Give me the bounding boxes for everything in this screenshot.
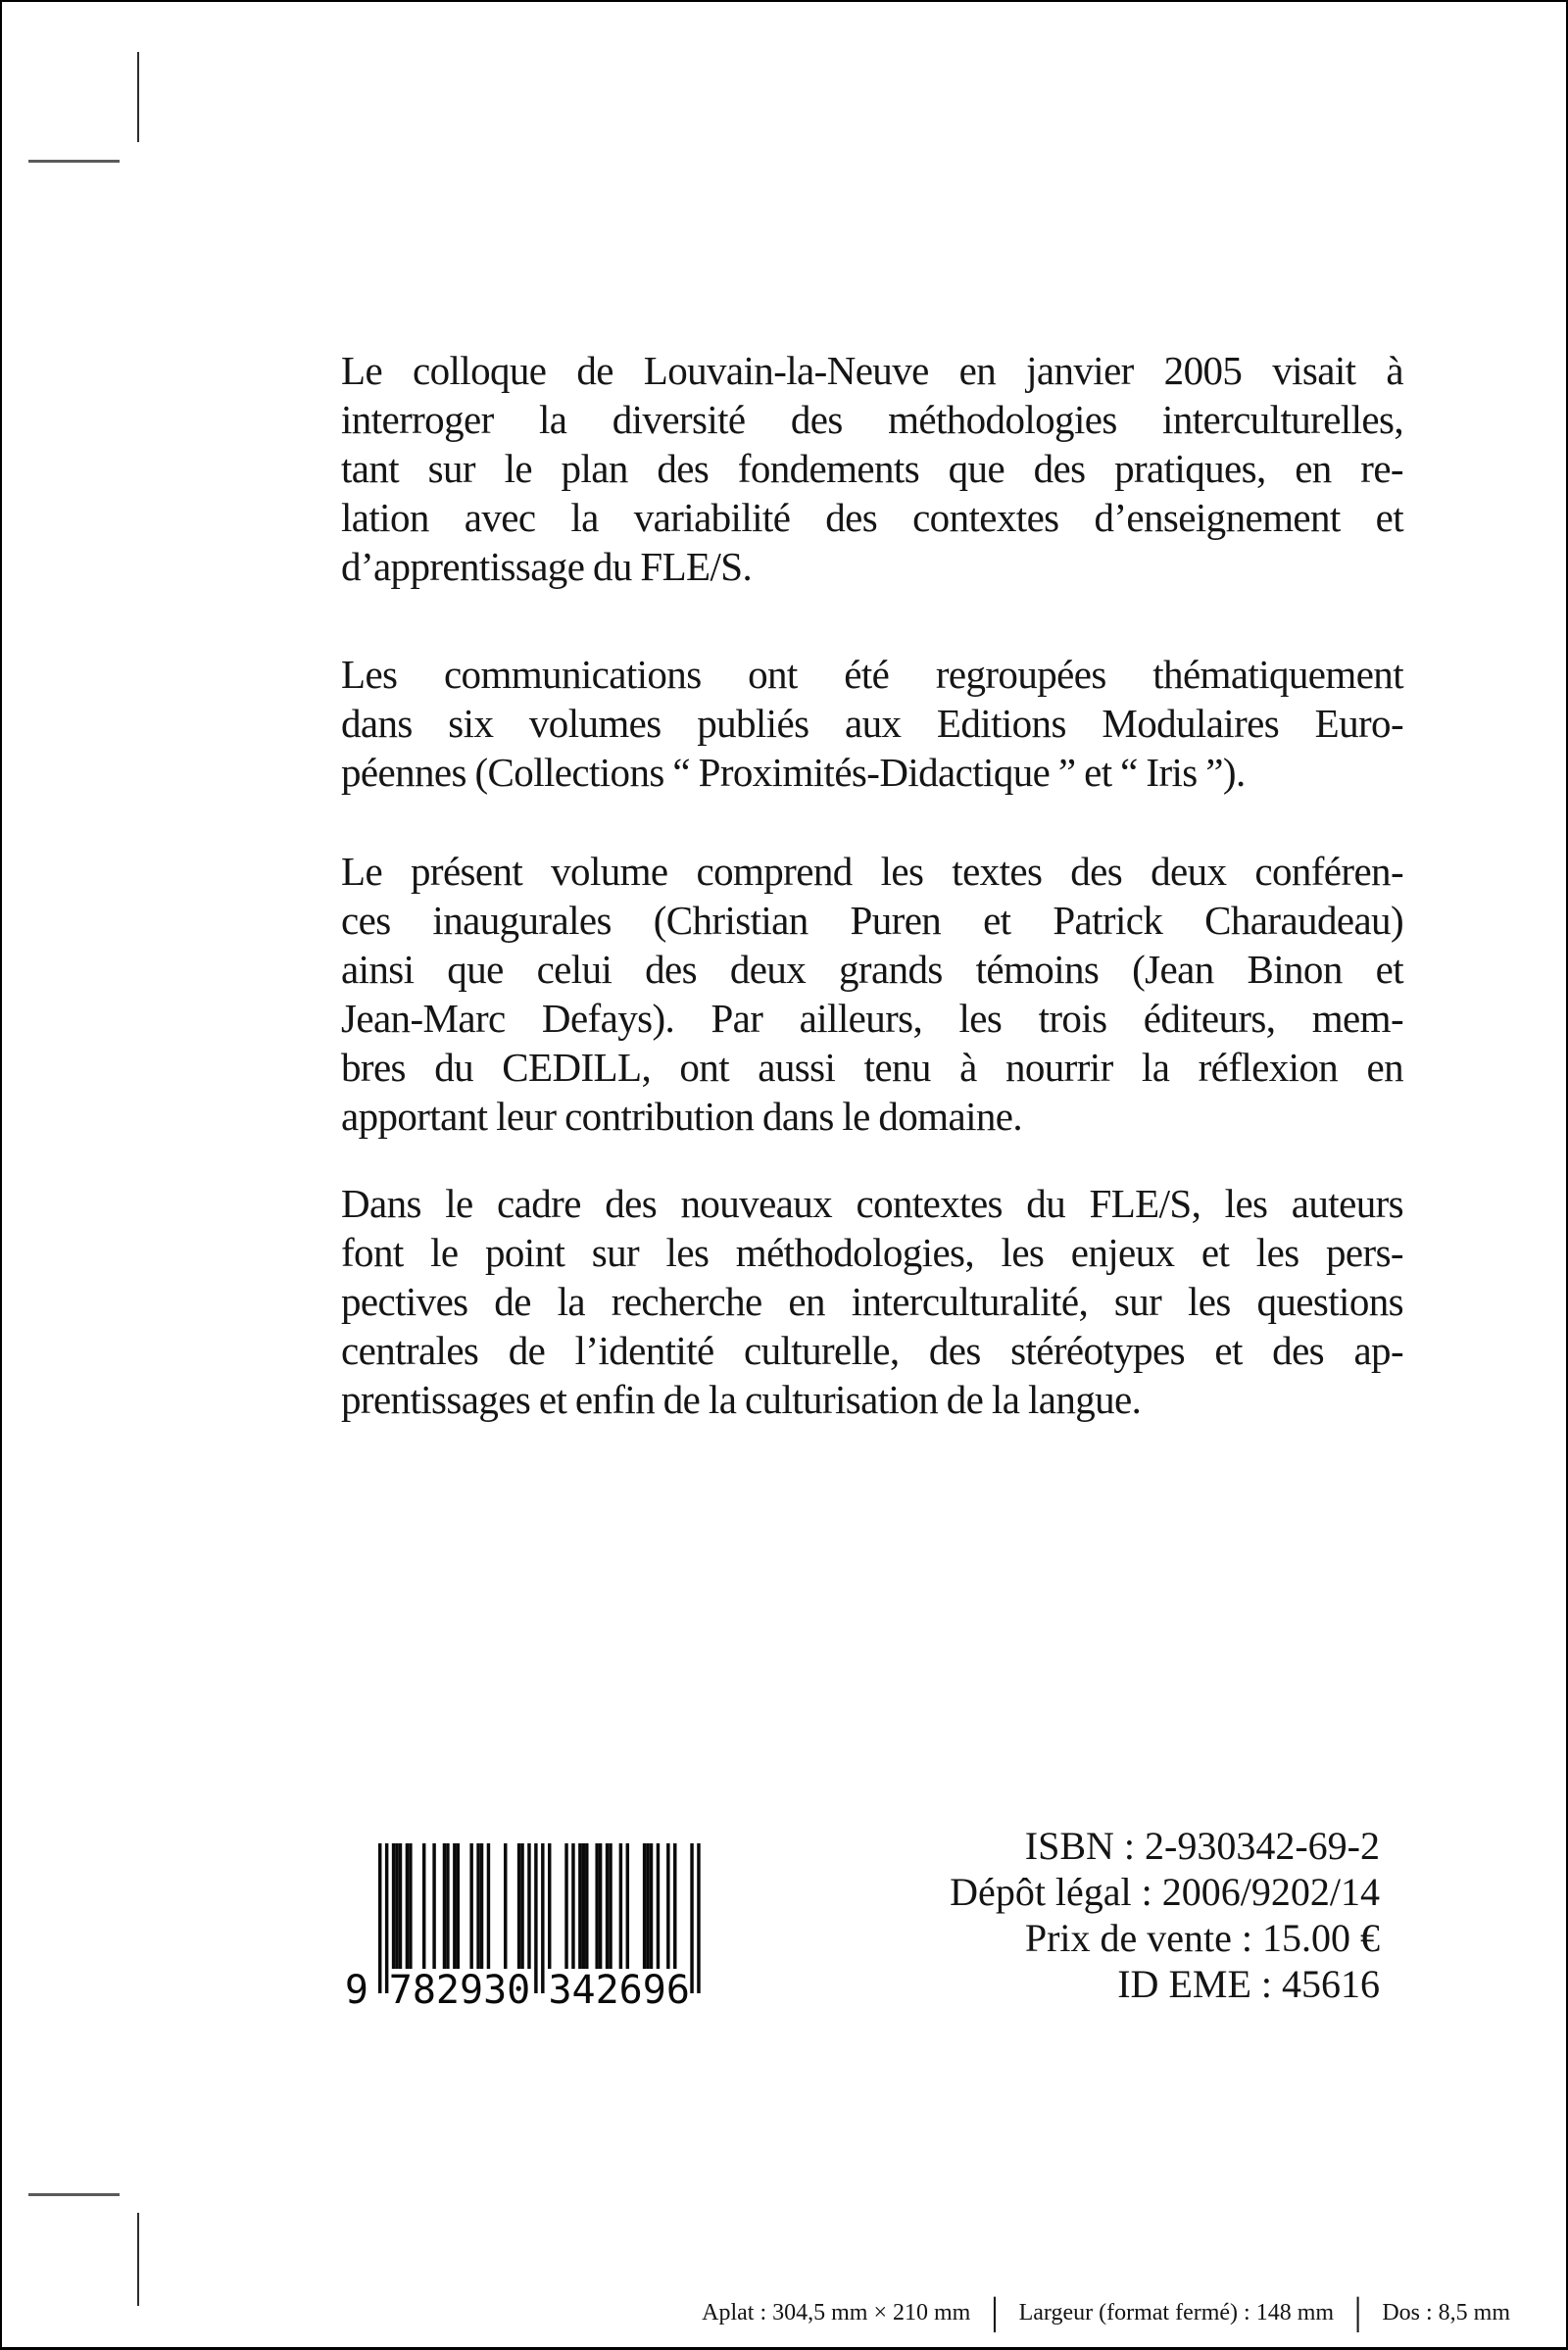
crop-mark-bottom-left-horizontal [28,2193,120,2196]
paragraph [341,346,1403,591]
spec-separator: │ [984,2298,1005,2330]
ean13-barcode [339,1843,704,2012]
blurb-line: pectives de la recherche en interculturalité, sur les questions [341,1279,1403,1324]
blurb-line: d’apprentissage du FLE/S. [341,544,753,589]
blurb-line: centrales de l’identité culturelle, des stéréotypes et des ap- [341,1328,1403,1373]
aplat-spec: Aplat : 304,5 mm × 210 mm [702,2300,971,2326]
blurb-line: péennes (Collections “ Proximités-Didactique ” et “ Iris ”). [341,750,1246,795]
svg-text:342696: 342696 [548,1968,690,2012]
svg-text:782930: 782930 [388,1968,531,2012]
production-specs [702,2298,1510,2329]
blurb-line: Les communications ont été regroupées thématiquement [341,652,1403,697]
blurb-line: dans six volumes publiés aux Editions Modulaires Euro- [341,701,1403,746]
blurb-line: prentissages et enfin de la culturisation de la langue. [341,1377,1142,1422]
blurb-line: font le point sur les méthodologies, les enjeux et les pers- [341,1230,1403,1275]
paragraph [341,847,1403,1141]
dos-spec: Dos : 8,5 mm [1382,2300,1510,2326]
blurb-line: tant sur le plan des fondements que des pratiques, en re- [341,446,1403,491]
blurb-text [341,346,1403,1424]
depot-legal-line: Dépôt légal : 2006/9202/14 [950,1870,1380,1914]
blurb-line: ces inaugurales (Christian Puren et Patrick Charaudeau) [341,898,1403,943]
blurb-line: Dans le cadre des nouveaux contextes du FLE/S, les auteurs [341,1181,1403,1226]
blurb-line: interroger la diversité des méthodologies interculturelles, [341,397,1403,442]
blurb-line: bres du CEDILL, ont aussi tenu à nourrir la réflexion en [341,1045,1403,1090]
paragraph [341,1179,1403,1424]
blurb-line: Jean-Marc Defays). Par ailleurs, les trois éditeurs, mem- [341,996,1403,1041]
price-line: Prix de vente : 15.00 € [1024,1916,1380,1960]
blurb-line: Le présent volume comprend les textes des deux conféren- [341,849,1403,894]
blurb-line: apportant leur contribution dans le domaine. [341,1094,1023,1139]
id-eme-line: ID EME : 45616 [1117,1962,1380,2006]
isbn-line: ISBN : 2-930342-69-2 [1024,1824,1380,1868]
blurb-line: Le colloque de Louvain-la-Neuve en janvier 2005 visait à [341,348,1403,393]
crop-mark-top-left-horizontal [28,160,120,163]
spec-separator: │ [1348,2298,1369,2330]
largeur-spec: Largeur (format fermé) : 148 mm [1018,2300,1335,2326]
blurb-line: lation avec la variabilité des contextes d’enseignement et [341,495,1403,540]
crop-mark-bottom-left-vertical [137,2213,139,2306]
paragraph [341,650,1403,797]
blurb-line: ainsi que celui des deux grands témoins (Jean Binon et [341,947,1403,992]
crop-mark-top-left-vertical [137,52,139,142]
svg-text:9: 9 [344,1968,368,2012]
publication-info [950,1823,1380,2007]
